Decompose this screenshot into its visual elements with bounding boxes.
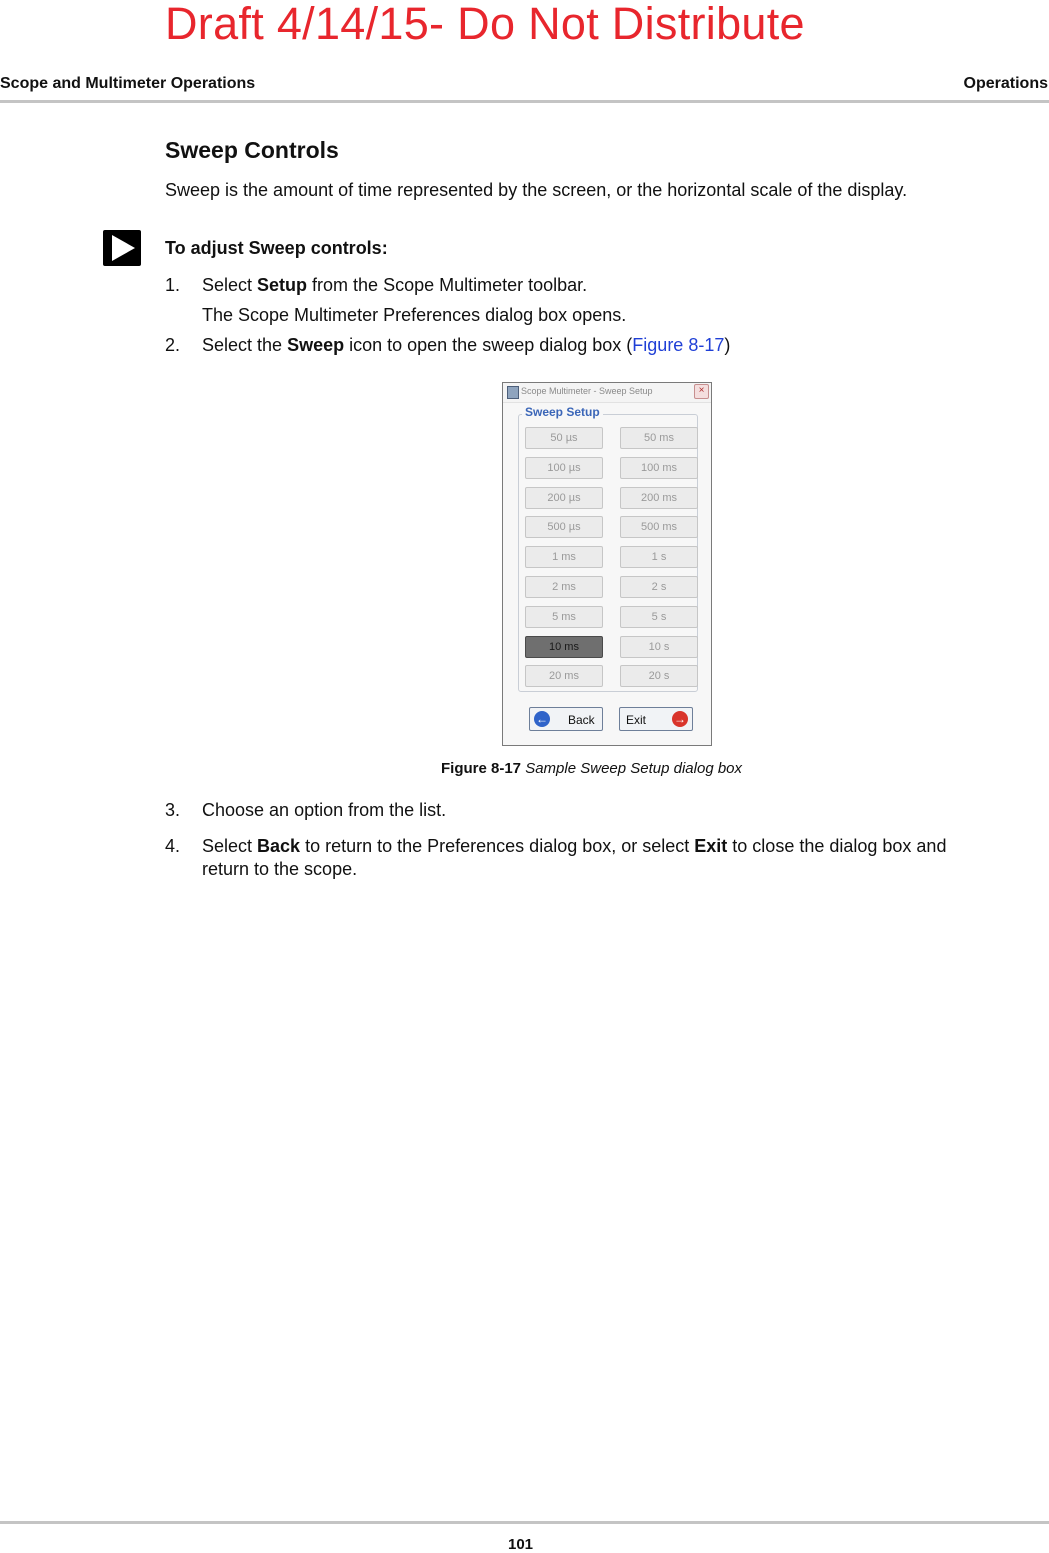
sweep-option-button[interactable]: 200 µs: [525, 487, 603, 509]
back-arrow-icon: ←: [536, 712, 548, 726]
step-text: to close the dialog box and: [727, 836, 947, 856]
procedure-arrow-icon: [103, 230, 141, 266]
exit-arrow-icon: →: [674, 712, 686, 726]
sweep-option-button[interactable]: 100 µs: [525, 457, 603, 479]
step-number: 1.: [165, 275, 181, 295]
sweep-option-button[interactable]: 1 s: [620, 546, 698, 568]
header-rule: [0, 100, 1049, 103]
step-keyword: Sweep: [287, 335, 345, 355]
step-text: Select: [202, 836, 258, 856]
figure-link[interactable]: Figure 8-17: [632, 335, 725, 355]
sweep-option-button[interactable]: 1 ms: [525, 546, 603, 568]
step-text: ): [724, 335, 731, 355]
step-keyword: Back: [257, 836, 301, 856]
dialog-title: Scope Multimeter - Sweep Setup: [521, 386, 653, 396]
sweep-option-button[interactable]: 500 µs: [525, 516, 603, 538]
footer-rule: [0, 1521, 1049, 1524]
sweep-option-button[interactable]: 50 ms: [620, 427, 698, 449]
exit-button[interactable]: [619, 707, 693, 731]
procedure-title: To adjust Sweep controls:: [165, 238, 388, 258]
sweep-option-button[interactable]: 200 ms: [620, 487, 698, 509]
step-text: Select: [202, 275, 258, 295]
sweep-option-button[interactable]: 5 ms: [525, 606, 603, 628]
header-right-title: Operations: [963, 75, 1048, 92]
exit-label: Exit: [626, 713, 647, 727]
section-title: Sweep Controls: [165, 137, 339, 163]
step-text: to return to the Preferences dialog box, or select: [300, 836, 695, 856]
step-1-note: The Scope Multimeter Preferences dialog box opens.: [202, 305, 627, 325]
figure-caption: [441, 760, 742, 777]
sweep-option-button[interactable]: 10 ms: [525, 636, 603, 658]
step-4: [165, 836, 946, 857]
step-text: Choose an option from the list.: [202, 800, 447, 820]
step-text: Select the: [202, 335, 288, 355]
figure-text: Sample Sweep Setup dialog box: [521, 760, 743, 777]
sweep-option-button[interactable]: 10 s: [620, 636, 698, 658]
sweep-option-button[interactable]: 5 s: [620, 606, 698, 628]
sweep-setup-dialog: [502, 382, 712, 746]
sweep-option-button[interactable]: 2 s: [620, 576, 698, 598]
step-1: [165, 275, 587, 296]
sweep-option-button[interactable]: 20 s: [620, 665, 698, 687]
step-text: icon to open the sweep dialog box (: [344, 335, 633, 355]
back-label: Back: [568, 713, 595, 727]
step-number: 4.: [165, 836, 181, 856]
draft-watermark: Draft 4/14/15- Do Not Distribute: [165, 0, 805, 49]
step-4-continued: return to the scope.: [202, 859, 358, 879]
sweep-option-button[interactable]: 100 ms: [620, 457, 698, 479]
step-keyword: Exit: [694, 836, 728, 856]
sweep-option-button[interactable]: 20 ms: [525, 665, 603, 687]
figure-label: Figure 8-17: [441, 760, 522, 777]
section-intro: Sweep is the amount of time represented by the screen, or the horizontal scale of the display.: [165, 180, 908, 200]
step-number: 2.: [165, 335, 181, 355]
page-number: 101: [508, 1536, 534, 1553]
sweep-option-button[interactable]: 500 ms: [620, 516, 698, 538]
close-icon[interactable]: ×: [694, 384, 709, 399]
sweep-option-button[interactable]: 2 ms: [525, 576, 603, 598]
back-button[interactable]: [529, 707, 603, 731]
app-icon: [507, 386, 519, 399]
dialog-titlebar: [503, 383, 711, 403]
group-label: Sweep Setup: [522, 405, 603, 419]
step-3: [165, 800, 446, 821]
step-2: [165, 335, 730, 356]
header-left-title: Scope and Multimeter Operations: [0, 75, 256, 92]
step-text: from the Scope Multimeter toolbar.: [307, 275, 588, 295]
sweep-option-button[interactable]: 50 µs: [525, 427, 603, 449]
step-number: 3.: [165, 800, 181, 820]
step-keyword: Setup: [257, 275, 308, 295]
